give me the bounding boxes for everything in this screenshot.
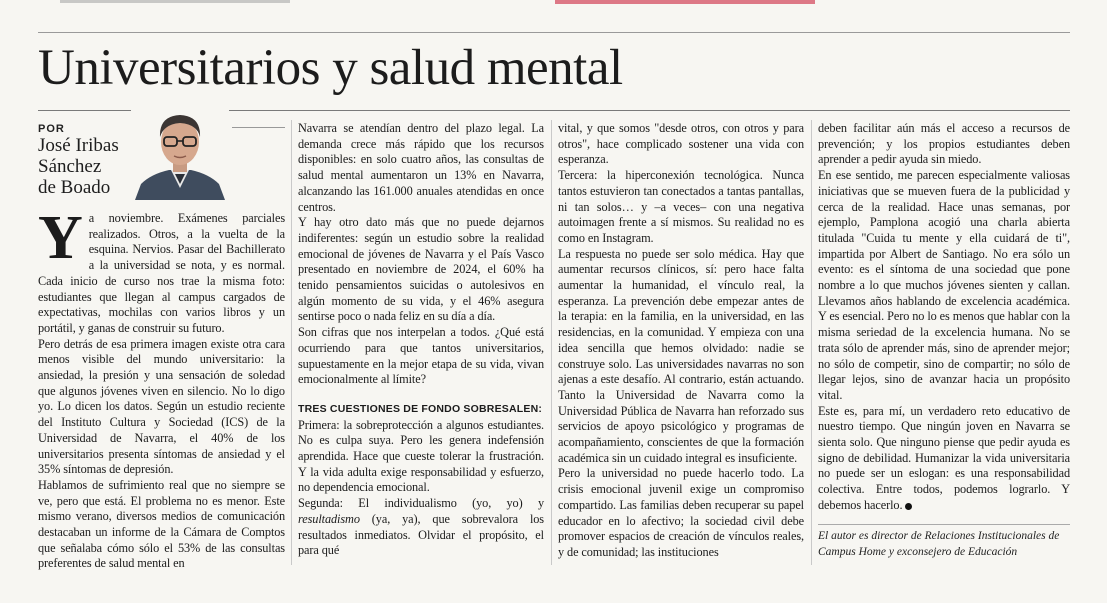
- article-column-1: [38, 204, 285, 572]
- column-divider-3: [811, 120, 812, 565]
- author-name-line-3: de Boado: [38, 177, 111, 198]
- paragraph-text: a noviembre. Exámenes parciales realizados. Otros, a la vuelta de la esquina. Nervios. Pasar del Bachillerato a la universidad se nota, y es normal. Cada inicio de curso nos trae la misma foto: estudiantes que llegan al campus cargados de expectativas, mochilas con varios libros y un portátil, y ganas de construir su futuro.: [38, 211, 285, 335]
- paragraph: Tercera: la hiperconexión tecnológica. Nunca tantos estuvieron tan conectados a tantas pantallas, ni tan solos… y –a veces– con una negativa autoimagen frente a sí mismos. Su realidad no es como en Instagram.: [558, 168, 804, 245]
- paragraph: [38, 204, 285, 337]
- italic-term: resultadismo: [298, 511, 360, 526]
- author-name-line-1: José Iribas: [38, 135, 119, 156]
- column-divider-2: [551, 120, 552, 565]
- top-rule: [38, 32, 1070, 33]
- author-photo: [131, 104, 229, 200]
- byline-prefix: POR: [38, 123, 65, 135]
- paragraph-text: (ya, ya), que sobrevalora los resultados inmediatos. Olvidar el propósito, el para qué: [298, 511, 544, 558]
- paragraph: Hablamos de sufrimiento real que no siempre se ve, pero que está. El problema no es menor. Este mismo verano, diversos medios de comunicación destacaban un informe de la Cámara de Comptos que señalaba cómo sólo el 53% de las consultas preferentes de salud mental en: [38, 477, 285, 571]
- paragraph: Navarra se atendían dentro del plazo legal. La demanda crece más rápido que los recursos disponibles: en solo cuatro años, las consultas de salud mental aumentaron un 13% en Navarra, alcanzando las 161.000 anuales atendidas en once centros.: [298, 121, 544, 214]
- paragraph: [818, 404, 1070, 514]
- paragraph-text: Segunda: El individualismo (yo, yo) y: [298, 496, 544, 511]
- previous-page-strip: [0, 0, 1107, 8]
- author-name-line-2: Sánchez: [38, 156, 102, 177]
- author-signature: El autor es director de Relaciones Institucionales de Campus Home y exconsejero de Educación: [818, 530, 1060, 558]
- cropped-text-strip: [60, 0, 290, 3]
- end-mark-icon: [905, 503, 912, 510]
- paragraph-text: Este es, para mí, un verdadero reto educativo de nuestro tiempo. Que ningún joven en Navarra se sienta solo. Que ninguno piense que pedir ayuda es signo de debilidad. Humanizar la vida universitaria no puede ser un eslogan: es una responsabilidad colectiva. Entre todos, podemos lograrlo. Y debemos hacerlo.: [818, 403, 1070, 512]
- paragraph: Pero la universidad no puede hacerlo todo. La crisis emocional juvenil exige un compromiso compartido. Las familias deben recuperar su papel educador en lo afectivo; la sociedad civil debe promover espacios de creación de vínculos reales, y de comunidad; las instituciones: [558, 466, 804, 559]
- article-column-3: [558, 121, 804, 561]
- paragraph: Y hay otro dato más que no puede dejarnos indiferentes: según un estudio sobre la realidad emocional de jóvenes de Navarra y el País Vasco presentado en noviembre de 2024, el 60% ha tenido pensamientos suicidas o autolesivos en algún momento de su vida, y el 46% asegura sentirse poco o nada feliz en su día a día.: [298, 215, 544, 324]
- article-headline: Universitarios y salud mental: [38, 40, 623, 96]
- paragraph: Son cifras que nos interpelan a todos. ¿Qué está ocurriendo para que tantos universitarios, supuestamente en la mejor etapa de su vida, vivan emocionalmente al límite?: [298, 325, 544, 387]
- cropped-red-strip: [555, 0, 815, 4]
- paragraph: En ese sentido, me parecen especialmente valiosas iniciativas que se mueven fuera de la publicidad y cerca de la realidad. Hace unas semanas, por ejemplo, Pamplona acogió una charla abierta titulada "Cuida tu mente y ella cuidará de ti", impartida por Albert de Santiago. No era sólo un evento: es el síntoma de una sociedad que pone nombre a lo que muchos jóvenes sienten y callan. Llevamos años hablando de excelencia académica. Y es esencial. Pero no lo es menos que hablar con la misma seriedad de la excelencia humana. No se trata sólo de aprender más, sino de aprender mejor; no sólo de competir, sino de compartir; no sólo de llegar lejos, sino de avanzar hacia un propósito vital.: [818, 168, 1070, 402]
- section-heading: TRES CUESTIONES DE FONDO SOBRESALEN:: [298, 402, 543, 415]
- article-column-4: [818, 121, 1070, 514]
- paragraph: vital, y que somos "desde otros, con otros y para otros", hace complicado sostener una vida con esperanza.: [558, 121, 804, 167]
- article-column-2: [298, 121, 544, 559]
- column-divider-1: [291, 120, 292, 565]
- byline-rule: [232, 127, 285, 128]
- paragraph: Pero detrás de esa primera imagen existe otra cara menos visible del mundo universitario: la ansiedad, la presión y una sensación de soledad que algunos jóvenes viven en silencio. No lo digo yo. Lo dicen los datos. Según un estudio reciente del Instituto Cultura y Sociedad (ICS) de la Universidad de Navarra, el 40% de los universitarios presenta síntomas de ansiedad y el 35% síntomas de depresión.: [38, 336, 285, 477]
- signature-rule: [818, 524, 1070, 525]
- paragraph: La respuesta no puede ser solo médica. Hay que aumentar recursos clínicos, sí: pero hace falta aumentar la humanidad, el vínculo real, la esperanza. La prevención debe empezar antes de la terapia: en la familia, en la universidad, en las residencias, en la comunidad. Y empieza con una idea sencilla que hemos olvidado: nadie se construye solo. Las universidades navarras no son ajenas a este desafío. Al contrario, están actuando. Tanto la Universidad de Navarra como la Universidad Pública de Navarra han reforzado sus servicios de apoyo psicológico y programas de acompañamiento, conscientes de que la formación académica sin un cuidado integral es insuficiente.: [558, 246, 804, 465]
- paragraph: [298, 496, 544, 559]
- paragraph: Primera: la sobreprotección a algunos estudiantes. No es culpa suya. Pero les genera indefensión aprendida. Hace que cueste tolerar la frustración. Y la vida adulta exige responsabilidad y esfuerzo, no dependencia emocional.: [298, 417, 544, 495]
- paragraph: deben facilitar aún más el acceso a recursos de prevención; y los propios estudiantes deben aprender a pedir ayuda sin miedo.: [818, 121, 1070, 167]
- drop-cap: Y: [38, 204, 83, 272]
